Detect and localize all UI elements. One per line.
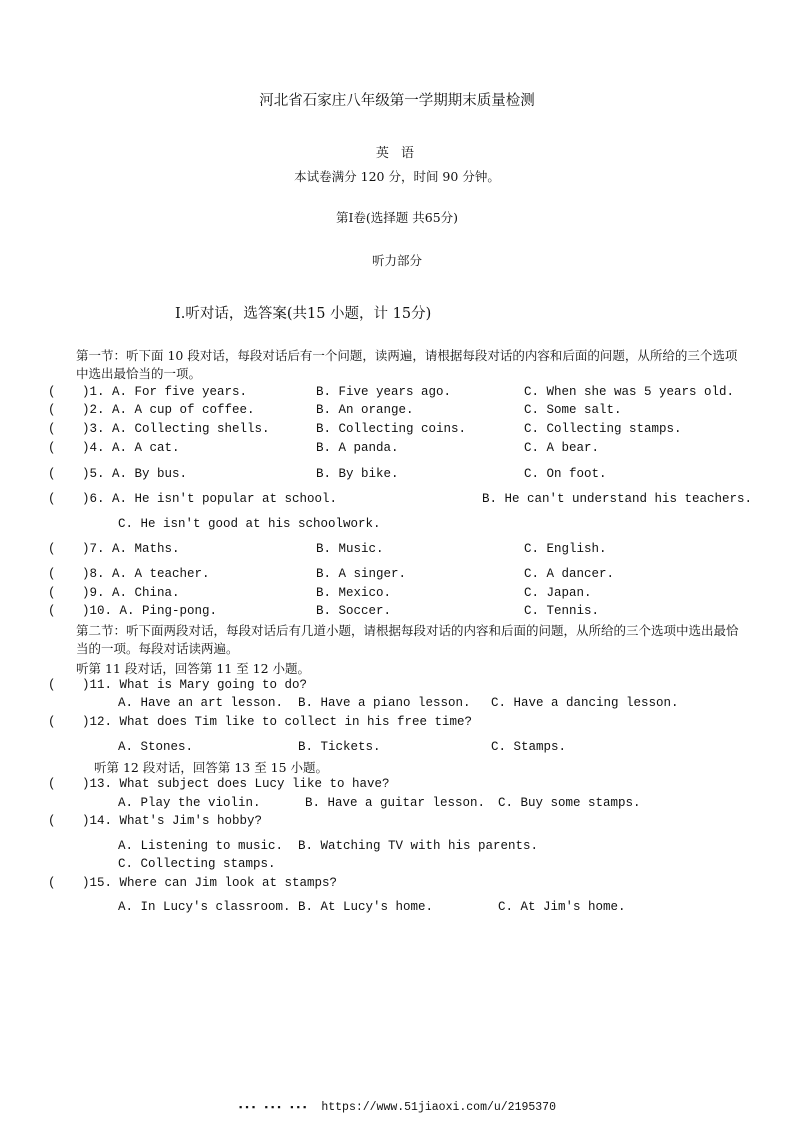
answer-bracket: ( bbox=[48, 715, 56, 729]
options-row bbox=[0, 900, 794, 918]
question-stem: )3. A. Collecting shells. bbox=[82, 422, 270, 436]
answer-bracket: ( bbox=[48, 385, 56, 399]
question-row bbox=[0, 777, 794, 795]
question-row bbox=[0, 403, 794, 421]
answer-bracket: ( bbox=[48, 567, 56, 581]
question-row bbox=[0, 876, 794, 894]
dialog-heading bbox=[0, 659, 794, 677]
question-row bbox=[0, 715, 794, 733]
exam-info: 本试卷满分 120 分，时间 90 分钟。 bbox=[294, 169, 500, 184]
option-b: B. Tickets. bbox=[298, 740, 381, 754]
option-b: B. Soccer. bbox=[316, 604, 392, 618]
answer-bracket: ( bbox=[48, 586, 56, 600]
question-stem: )15. Where can Jim look at stamps? bbox=[82, 876, 338, 890]
option-b: B. By bike. bbox=[316, 467, 399, 481]
question-row bbox=[0, 492, 794, 510]
answer-bracket: ( bbox=[48, 441, 56, 455]
option-c: C. English. bbox=[524, 542, 607, 556]
question-stem: )1. A. For five years. bbox=[82, 385, 248, 399]
question-stem: )2. A. A cup of coffee. bbox=[82, 403, 255, 417]
option-c: C. Buy some stamps. bbox=[498, 796, 641, 810]
option-b: B. Music. bbox=[316, 542, 384, 556]
options-row bbox=[0, 796, 794, 814]
answer-bracket: ( bbox=[48, 403, 56, 417]
part1-instruction bbox=[48, 347, 748, 383]
footer-watermark bbox=[0, 1101, 794, 1114]
option-a: A. Play the violin. bbox=[118, 796, 261, 810]
option-a: A. Have an art lesson. bbox=[118, 696, 284, 710]
question-stem: )9. A. China. bbox=[82, 586, 180, 600]
option-a: A. Stones. bbox=[118, 740, 194, 754]
option-c: C. Collecting stamps. bbox=[118, 857, 276, 871]
question-row bbox=[0, 385, 794, 403]
part2-instruction bbox=[48, 622, 748, 658]
option-b: B. An orange. bbox=[316, 403, 414, 417]
question-stem: )10. A. Ping-pong. bbox=[82, 604, 218, 618]
option-c: C. Stamps. bbox=[491, 740, 567, 754]
option-a: A. In Lucy's classroom. bbox=[118, 900, 291, 914]
listening-label: 听力部分 bbox=[371, 253, 422, 268]
footer-url[interactable]: https://www.51jiaoxi.com/u/2195370 bbox=[321, 1101, 556, 1114]
question-stem: )13. What subject does Lucy like to have? bbox=[82, 777, 390, 791]
answer-bracket: ( bbox=[48, 678, 56, 692]
question-stem: )4. A. A cat. bbox=[82, 441, 180, 455]
option-c: C. At Jim's home. bbox=[498, 900, 626, 914]
answer-bracket: ( bbox=[48, 814, 56, 828]
question-stem: )6. A. He isn't popular at school. bbox=[82, 492, 338, 506]
section-title: Ⅰ.听对话，选答案(共15 小题，计 15分) bbox=[175, 306, 432, 322]
question-row bbox=[0, 422, 794, 440]
question-stem: )11. What is Mary going to do? bbox=[82, 678, 308, 692]
option-c: C. Some salt. bbox=[524, 403, 622, 417]
volume-label: 第Ⅰ卷(选择题 共65分) bbox=[335, 210, 459, 225]
option-b: B. At Lucy's home. bbox=[298, 900, 434, 914]
option-c: C. Japan. bbox=[524, 586, 592, 600]
question-row bbox=[0, 467, 794, 485]
option-c: C. He isn't good at his schoolwork. bbox=[118, 517, 381, 531]
options-row bbox=[0, 696, 794, 714]
option-c: C. A dancer. bbox=[524, 567, 615, 581]
option-b: B. A singer. bbox=[316, 567, 407, 581]
answer-bracket: ( bbox=[48, 542, 56, 556]
question-row bbox=[0, 678, 794, 696]
option-c: C. When she was 5 years old. bbox=[524, 385, 735, 399]
exam-title: 河北省石家庄八年级第一学期期末质量检测 bbox=[259, 93, 535, 109]
question-stem: )12. What does Tim like to collect in his free time? bbox=[82, 715, 473, 729]
question-row bbox=[0, 542, 794, 560]
option-b: B. He can't understand his teachers. bbox=[482, 492, 753, 506]
question-stem: )14. What's Jim's hobby? bbox=[82, 814, 263, 828]
answer-bracket: ( bbox=[48, 492, 56, 506]
question-row-continued bbox=[0, 517, 794, 535]
option-b: B. Watching TV with his parents. bbox=[298, 839, 539, 853]
part2-instruction-text: 第二节：听下面两段对话，每段对话后有几道小题，请根据每段对话的内容和后面的问题，从所给的三个选项中选出最恰当的一项。每段对话读两遍。 bbox=[76, 623, 739, 656]
answer-bracket: ( bbox=[48, 422, 56, 436]
dialog-12-heading: 听第 12 段对话，回答第 13 至 15 小题。 bbox=[94, 760, 329, 775]
question-row bbox=[0, 604, 794, 622]
options-row bbox=[0, 857, 794, 875]
part1-instruction-text: 第一节：听下面 10 段对话，每段对话后有一个问题，读两遍，请根据每段对话的内容和后面的问题，从所给的三个选项中选出最恰当的一项。 bbox=[76, 348, 738, 381]
option-b: B. Have a piano lesson. bbox=[298, 696, 471, 710]
option-b: B. Five years ago. bbox=[316, 385, 452, 399]
option-b: B. Collecting coins. bbox=[316, 422, 467, 436]
option-b: B. Have a guitar lesson. bbox=[305, 796, 486, 810]
question-row bbox=[0, 814, 794, 832]
subject-label: 英 语 bbox=[375, 146, 419, 161]
question-row bbox=[0, 567, 794, 585]
option-b: B. A panda. bbox=[316, 441, 399, 455]
watermark-dots-icon: ▪▪▪ ▪▪▪ ▪▪▪ bbox=[238, 1103, 309, 1113]
option-c: C. A bear. bbox=[524, 441, 600, 455]
question-row bbox=[0, 441, 794, 459]
option-b: B. Mexico. bbox=[316, 586, 392, 600]
answer-bracket: ( bbox=[48, 604, 56, 618]
answer-bracket: ( bbox=[48, 467, 56, 481]
dialog-11-heading: 听第 11 段对话，回答第 11 至 12 小题。 bbox=[76, 661, 311, 676]
option-c: C. Have a dancing lesson. bbox=[491, 696, 679, 710]
dialog-heading bbox=[0, 758, 794, 776]
options-row bbox=[0, 839, 794, 857]
answer-bracket: ( bbox=[48, 777, 56, 791]
question-stem: )8. A. A teacher. bbox=[82, 567, 210, 581]
question-row bbox=[0, 586, 794, 604]
options-row bbox=[0, 740, 794, 758]
option-c: C. Collecting stamps. bbox=[524, 422, 682, 436]
answer-bracket: ( bbox=[48, 876, 56, 890]
option-a: A. Listening to music. bbox=[118, 839, 284, 853]
option-c: C. On foot. bbox=[524, 467, 607, 481]
question-stem: )5. A. By bus. bbox=[82, 467, 188, 481]
question-stem: )7. A. Maths. bbox=[82, 542, 180, 556]
option-c: C. Tennis. bbox=[524, 604, 600, 618]
